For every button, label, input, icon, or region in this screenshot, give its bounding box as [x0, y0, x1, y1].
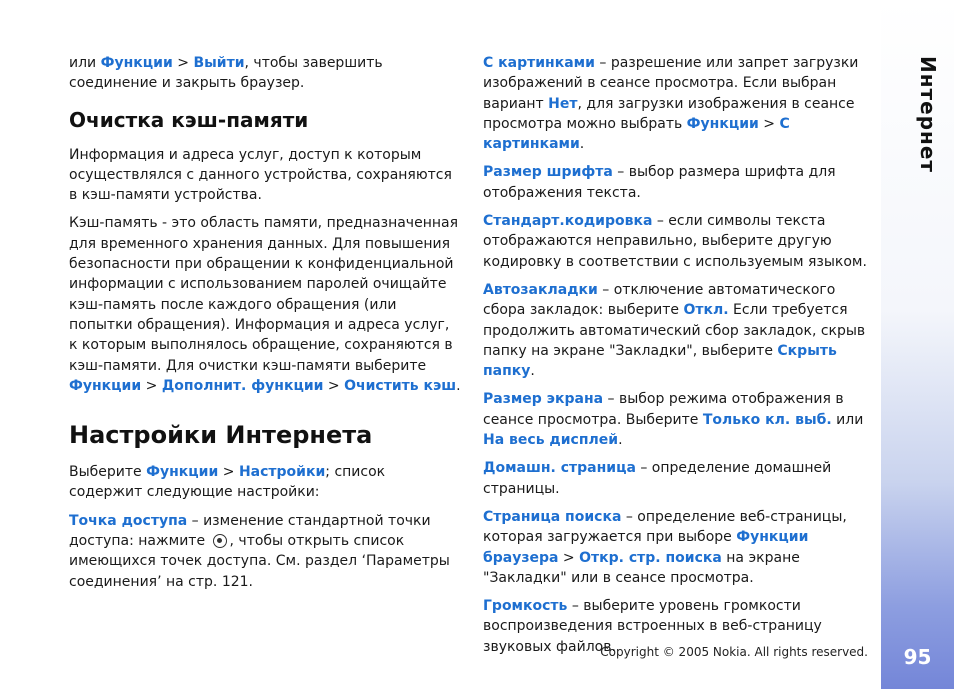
term-volume: Громкость	[483, 598, 568, 615]
right-column	[483, 53, 875, 665]
paragraph-cache-info: Информация и адреса услуг, доступ к которым осуществлялся с данного устройства, сохраняются в кэш-памяти устройства.	[69, 146, 452, 204]
term-no: Нет	[548, 95, 578, 112]
text: >	[758, 115, 780, 132]
text: или	[69, 55, 101, 71]
setting-homepage	[483, 458, 875, 499]
heading-internet-settings: Настройки Интернета	[69, 421, 373, 450]
term-homepage: Домашн. страница	[483, 460, 636, 477]
term-access-point: Точка доступа	[69, 512, 188, 529]
term-functions: Функции	[69, 377, 142, 394]
text: .	[530, 363, 535, 380]
copyright-notice: Copyright © 2005 Nokia. All rights reserved.	[600, 645, 868, 659]
term-auto-bookmarks: Автозакладки	[483, 281, 598, 298]
text: .	[579, 136, 585, 153]
term-open-search-page: Откр. стр. поиска	[579, 549, 722, 566]
term-hide-folder: Скрыть папку	[483, 342, 837, 380]
term-with-images: С картинками	[483, 115, 790, 153]
text: – отключение автоматического сбора закладок: выберите	[483, 281, 836, 319]
paragraph-exit	[69, 53, 461, 94]
text: >	[141, 377, 162, 394]
term-functions: Функции	[100, 55, 173, 71]
setting-font-size	[483, 162, 875, 203]
setting-screen-size	[483, 389, 875, 450]
text: , чтобы завершить соединение и закрыть браузер.	[69, 55, 383, 92]
setting-encoding	[483, 211, 875, 272]
setting-images	[483, 53, 875, 154]
setting-search-page	[483, 507, 875, 588]
text: Кэш-память - это область памяти, предназначенная для временного хранения данных. Для повышения безопасности при обращении к конфиденциальной информации с использованием паролей очищайте кэш-память после каждого обращения (или попытки обращения). Информация и адреса услуг, к которым выполнялось обращение, сохраняются в кэш-памяти. Для очистки кэш-памяти выберите	[69, 215, 458, 374]
term-functions: Функции	[686, 115, 759, 132]
term-more-functions: Дополнит. функции	[161, 377, 324, 394]
term-settings: Настройки	[238, 464, 326, 481]
setting-auto-bookmarks	[483, 280, 875, 381]
term-exit: Выйти	[193, 55, 245, 71]
term-full-screen: На весь дисплей	[483, 432, 619, 449]
text: >	[172, 55, 194, 71]
term-clear-cache: Очистить кэш	[344, 377, 457, 394]
text: – выбор режима отображения в сеансе просмотра. Выберите	[483, 391, 844, 428]
page-number: 95	[903, 645, 932, 669]
term-search-page: Страница поиска	[483, 508, 622, 525]
text: .	[456, 377, 461, 394]
text: – изменение стандартной точки доступа: нажмите	[69, 512, 431, 550]
term-softkeys-only: Только кл. выб.	[702, 411, 832, 428]
text: ; список содержит следующие настройки:	[69, 464, 386, 501]
text: – разрешение или запрет загрузки изображений в сеансе просмотра. Если выбран вариант	[483, 55, 859, 112]
term-screen-size: Размер экрана	[483, 391, 604, 408]
text: – выберите уровень громкости воспроизведения встроенных в веб-страницу звуковых файлов.	[483, 598, 822, 655]
text: >	[323, 377, 345, 394]
text: или	[831, 411, 864, 428]
text: , чтобы открыть список имеющихся точек доступа. См. раздел ‘Параметры соединения’ на стр. 121.	[69, 533, 450, 590]
text: Выберите	[69, 464, 147, 481]
text: >	[218, 464, 239, 481]
text: на экране "Закладки" или в сеансе просмотра.	[483, 549, 800, 586]
text: , для загрузки изображения в сеансе просмотра можно выбрать	[483, 95, 855, 132]
paragraph-settings-intro	[69, 462, 461, 503]
term-off: Откл.	[683, 302, 729, 319]
text: Если требуется продолжить автоматический сбор закладок, скрыв папку на экране "Закладки", выберите	[483, 302, 866, 359]
text: – если символы текста отображаются неправильно, выберите другую кодировку в соответствии с используемым языком.	[483, 213, 867, 270]
left-column	[69, 53, 461, 600]
text: .	[618, 432, 623, 449]
chapter-title: Интернет	[916, 56, 940, 174]
joystick-select-icon	[213, 534, 227, 548]
text: – определение веб-страницы, которая загружается при выборе	[483, 508, 847, 546]
heading-clear-cache: Очистка кэш-памяти	[69, 107, 309, 132]
term-functions: Функции	[146, 464, 219, 481]
text: >	[558, 549, 580, 566]
term-default-encoding: Стандарт.кодировка	[483, 213, 653, 230]
term-browser-functions: Функции браузера	[483, 529, 809, 566]
text: – определение домашней страницы.	[483, 460, 832, 497]
text: – выбор размера шрифта для отображения текста.	[483, 164, 836, 201]
term-font-size: Размер шрифта	[483, 164, 613, 181]
term-with-images: С картинками	[483, 55, 595, 71]
paragraph-access-point	[69, 511, 461, 592]
paragraph-cache-description	[69, 213, 461, 396]
